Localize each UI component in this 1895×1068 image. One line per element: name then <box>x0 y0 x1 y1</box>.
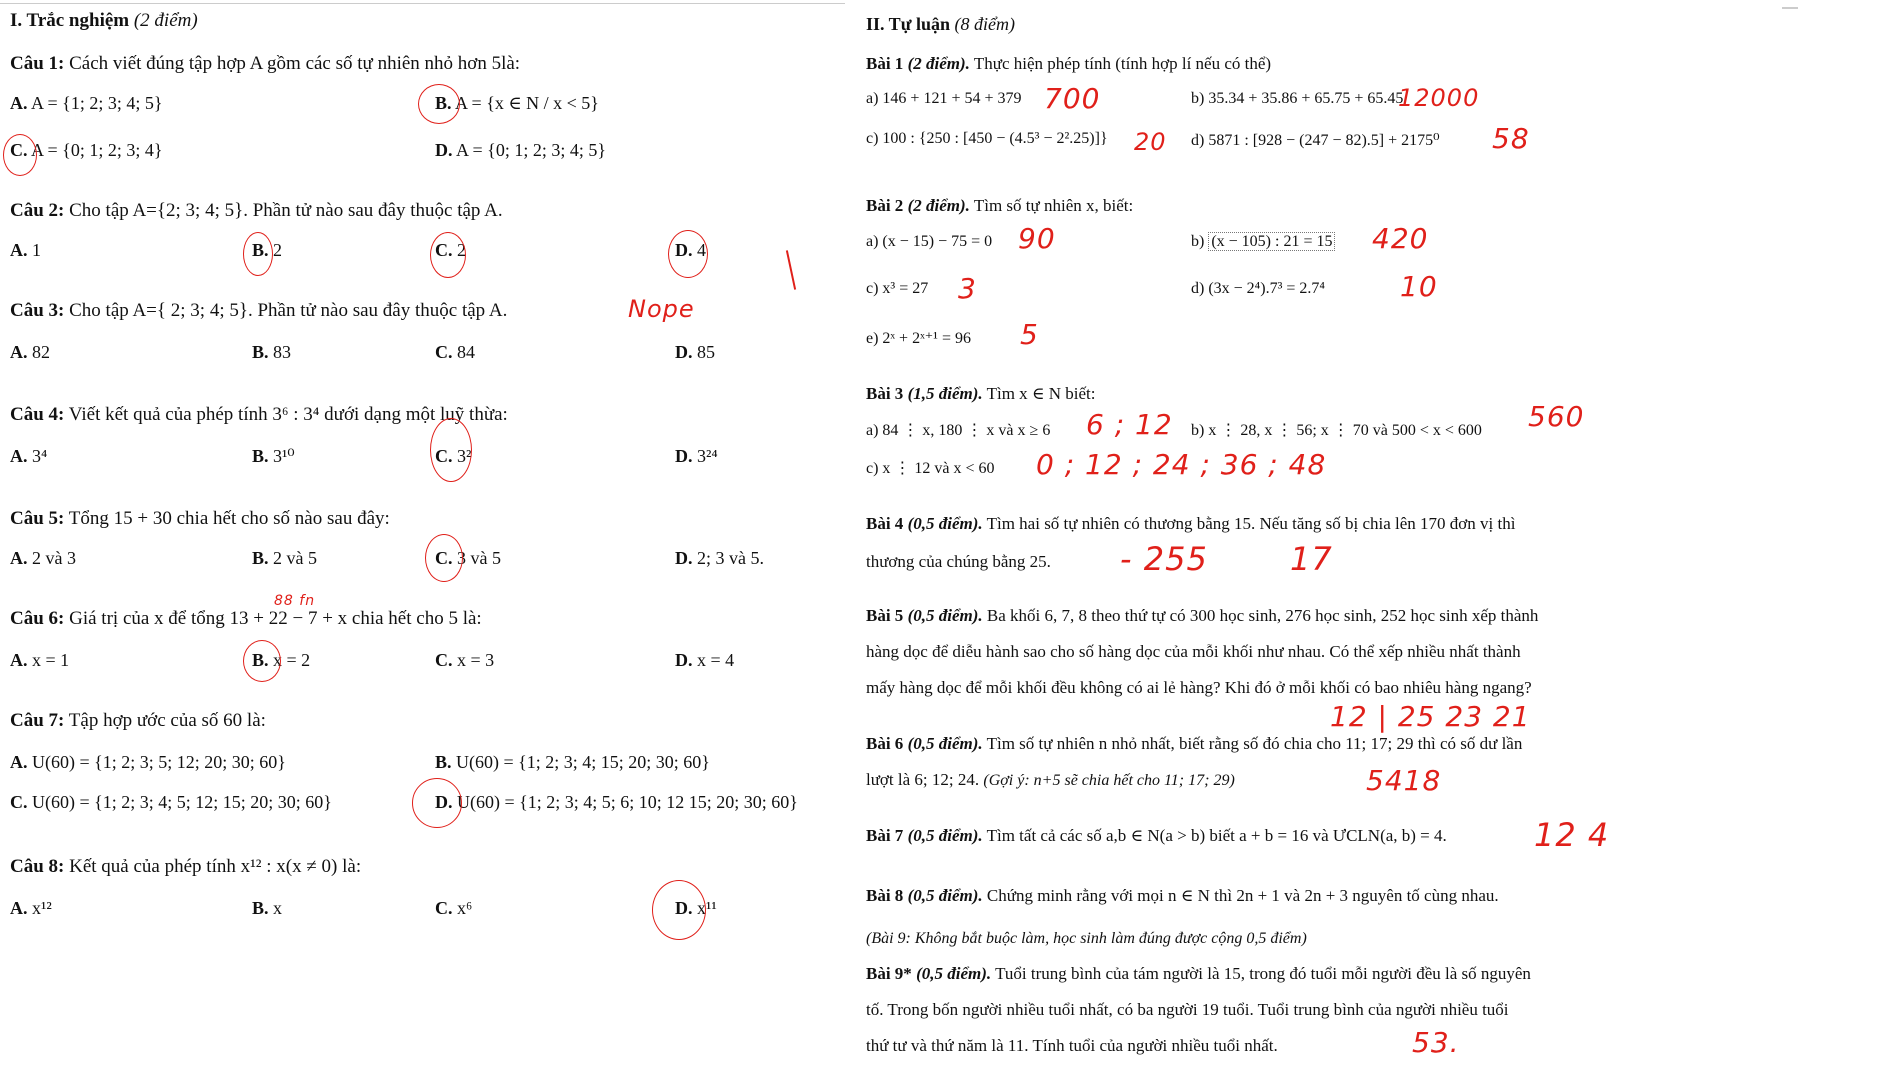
answer-circle-q4c <box>430 418 472 482</box>
q2-option-b[interactable]: B. 2 <box>252 240 283 260</box>
q7-option-b[interactable]: B. U(60) = {1; 2; 3; 4; 15; 20; 30; 60} <box>435 752 710 772</box>
hw-b4a: - 255 <box>1120 540 1208 578</box>
q3-option-a[interactable]: A. 82 <box>10 342 50 362</box>
bai5-line3: mấy hàng dọc để mỗi khối đều không có ai lẻ hàng? Khi đó ở mỗi khối có bao nhiêu hàng ngang? <box>866 678 1532 697</box>
answer-circle-q2c <box>430 232 466 278</box>
bai3-title: Bài 3 (1,5 điểm). Tìm x ∈ N biết: <box>866 384 1096 403</box>
hw-b1b: 12000 <box>1398 84 1480 112</box>
bai3-c: c) x ⋮ 12 và x < 60 <box>866 460 995 477</box>
question-6: Câu 6: Giá trị của x để tổng 13 + 22 − 7 + x chia hết cho 5 là: <box>10 608 482 629</box>
hw-b4b: 17 <box>1290 540 1333 578</box>
hw-b7: 12 4 <box>1534 816 1610 854</box>
hw-b3a: 6 ; 12 <box>1086 408 1173 441</box>
q5-option-c[interactable]: C. 3 và 5 <box>435 548 501 568</box>
q8-option-c[interactable]: C. x⁶ <box>435 898 473 918</box>
q7-option-a[interactable]: A. U(60) = {1; 2; 3; 5; 12; 20; 30; 60} <box>10 752 286 772</box>
q7-option-c[interactable]: C. U(60) = {1; 2; 3; 4; 5; 12; 15; 20; 30; 60} <box>10 792 332 812</box>
question-7: Câu 7: Tập hợp ước của số 60 là: <box>10 710 266 731</box>
q2-option-a[interactable]: A. 1 <box>10 240 41 260</box>
hw-b3b: 560 <box>1528 400 1585 433</box>
hw-b2c: 3 <box>958 272 977 305</box>
question-8: Câu 8: Kết quả của phép tính x¹² : x(x ≠ 0) là: <box>10 856 362 877</box>
hw-b6: 5418 <box>1366 764 1442 797</box>
q5-option-d[interactable]: D. 2; 3 và 5. <box>675 548 764 568</box>
hw-b1c: 20 <box>1134 128 1167 156</box>
bai8: Bài 8 (0,5 điểm). Chứng minh rằng với mọi n ∈ N thì 2n + 1 và 2n + 3 nguyên tố cùng nhau. <box>866 886 1499 905</box>
bai2-d: d) (3x − 2⁴).7³ = 2.7⁴ <box>1191 280 1325 297</box>
bai9-line2: tố. Trong bốn người nhiều tuổi nhất, có ba người 19 tuổi. Tuổi trung bình của người nhiều tuổi <box>866 1000 1509 1019</box>
bai2-e: e) 2ˣ + 2ˣ⁺¹ = 96 <box>866 330 971 347</box>
answer-circle-q2b <box>243 232 273 276</box>
q1-option-c[interactable]: C. A = {0; 1; 2; 3; 4} <box>10 140 163 160</box>
q4-option-d[interactable]: D. 3²⁴ <box>675 446 718 466</box>
q4-option-c[interactable]: C. 3² <box>435 446 472 466</box>
bai6-line1: Bài 6 (0,5 điểm). Tìm số tự nhiên n nhỏ nhất, biết rằng số đó chia cho 11; 17; 29 thì có số dư lần <box>866 734 1523 753</box>
hw-b5: 12 | 25 23 21 <box>1330 700 1531 733</box>
section-title-mc: I. Trắc nghiệm (2 điểm) <box>10 10 198 31</box>
bai9-note: (Bài 9: Không bắt buộc làm, học sinh làm đúng được cộng 0,5 điểm) <box>866 930 1307 947</box>
answer-circle-q1c <box>3 134 37 176</box>
q3-option-c[interactable]: C. 84 <box>435 342 475 362</box>
bai4-line2: thương của chúng bằng 25. <box>866 552 1051 571</box>
bai2-b: b) (x − 105) : 21 = 15 <box>1191 233 1335 251</box>
bai6-line2: lượt là 6; 12; 24. (Gợi ý: n+5 sẽ chia hết cho 11; 17; 29) <box>866 770 1235 789</box>
bai1-b: b) 35.34 + 35.86 + 65.75 + 65.45 <box>1191 90 1404 107</box>
bai9-line3: thứ tư và thứ năm là 11. Tính tuổi của người nhiều tuổi nhất. <box>866 1036 1278 1055</box>
hw-b1a: 700 <box>1044 82 1101 115</box>
bai2-title: Bài 2 (2 điểm). Tìm số tự nhiên x, biết: <box>866 196 1134 215</box>
answer-circle-q8d <box>652 880 706 940</box>
hw-b2d: 10 <box>1400 270 1438 303</box>
bai2-a: a) (x − 15) − 75 = 0 <box>866 233 993 250</box>
hw-b3c: 0 ; 12 ; 24 ; 36 ; 48 <box>1036 448 1327 481</box>
answer-circle-q2d <box>668 230 708 278</box>
section-title-essay: II. Tự luận (8 điểm) <box>866 14 1015 34</box>
answer-circle-q5c <box>425 534 463 582</box>
q4-option-a[interactable]: A. 3⁴ <box>10 446 48 466</box>
bai5-line2: hàng dọc để diễu hành sao cho số hàng dọc của mỗi khối như nhau. Có thể xếp nhiều nhất thành <box>866 642 1521 661</box>
bai3-a: a) 84 ⋮ x, 180 ⋮ x và x ≥ 6 <box>866 422 1051 439</box>
hw-b1d: 58 <box>1492 122 1530 155</box>
q8-option-d[interactable]: D. x¹¹ <box>675 898 717 918</box>
hw-b2e: 5 <box>1020 318 1039 351</box>
bai1-a: a) 146 + 121 + 54 + 379 <box>866 90 1022 107</box>
q5-option-b[interactable]: B. 2 và 5 <box>252 548 318 568</box>
top-divider <box>0 3 845 4</box>
q4-option-b[interactable]: B. 3¹⁰ <box>252 446 295 466</box>
q2-option-d[interactable]: D. 4 <box>675 240 706 260</box>
hw-b9: 53. <box>1412 1026 1460 1059</box>
bai1-c: c) 100 : {250 : [450 − (4.5³ − 2².25)]} <box>866 130 1108 147</box>
bai2-c: c) x³ = 27 <box>866 280 929 297</box>
question-2: Câu 2: Cho tập A={2; 3; 4; 5}. Phần tử nào sau đây thuộc tập A. <box>10 200 503 221</box>
hw-b2b: 420 <box>1372 222 1429 255</box>
corner-mark <box>1782 7 1798 9</box>
bai5-line1: Bài 5 (0,5 điểm). Ba khối 6, 7, 8 theo thứ tự có 300 học sinh, 276 học sinh, 252 học sinh xếp thành <box>866 606 1539 625</box>
q8-option-b[interactable]: B. x <box>252 898 283 918</box>
bai9-line1: Bài 9* (0,5 điểm). Tuổi trung bình của tám người là 15, trong đó tuổi mỗi người đều là số nguyên <box>866 964 1531 983</box>
question-3: Câu 3: Cho tập A={ 2; 3; 4; 5}. Phần tử nào sau đây thuộc tập A. <box>10 300 508 321</box>
q5-option-a[interactable]: A. 2 và 3 <box>10 548 76 568</box>
answer-circle-q1b <box>418 84 460 124</box>
bai7: Bài 7 (0,5 điểm). Tìm tất cả các số a,b ∈ N(a > b) biết a + b = 16 và ƯCLN(a, b) = 4. <box>866 826 1447 845</box>
bai1-d: d) 5871 : [928 − (247 − 82).5] + 2175⁰ <box>1191 132 1440 149</box>
q6-option-b[interactable]: B. x = 2 <box>252 650 311 670</box>
note-q6: 88 fn <box>274 593 316 609</box>
answer-circle-q6b <box>243 640 281 682</box>
q3-option-d[interactable]: D. 85 <box>675 342 715 362</box>
question-1: Câu 1: Cách viết đúng tập hợp A gồm các số tự nhiên nhỏ hơn 5là: <box>10 53 521 74</box>
q8-option-a[interactable]: A. x¹² <box>10 898 52 918</box>
hw-b2a: 90 <box>1018 222 1056 255</box>
question-4: Câu 4: Viết kết quả của phép tính 3⁶ : 3⁴ dưới dạng một luỹ thừa: <box>10 404 508 425</box>
answer-circle-q7d <box>412 778 462 828</box>
bai1-title: Bài 1 (2 điểm). Thực hiện phép tính (tính hợp lí nếu có thể) <box>866 54 1272 73</box>
q7-option-d[interactable]: D. U(60) = {1; 2; 3; 4; 5; 6; 10; 12 15; 20; 30; 60} <box>435 792 798 812</box>
bai4-line1: Bài 4 (0,5 điểm). Tìm hai số tự nhiên có thương bằng 15. Nếu tăng số bị chia lên 170 đơn vị thì <box>866 514 1516 533</box>
q1-option-d[interactable]: D. A = {0; 1; 2; 3; 4; 5} <box>435 140 606 160</box>
q1-option-a[interactable]: A. A = {1; 2; 3; 4; 5} <box>10 93 163 113</box>
q6-option-c[interactable]: C. x = 3 <box>435 650 495 670</box>
bai3-b: b) x ⋮ 28, x ⋮ 56; x ⋮ 70 và 500 < x < 600 <box>1191 422 1482 439</box>
q2-option-c[interactable]: C. 2 <box>435 240 466 260</box>
question-5: Câu 5: Tổng 15 + 30 chia hết cho số nào sau đây: <box>10 508 390 529</box>
pen-stroke <box>786 250 796 290</box>
q6-option-d[interactable]: D. x = 4 <box>675 650 735 670</box>
note-q3: Nope <box>628 295 695 323</box>
q6-option-a[interactable]: A. x = 1 <box>10 650 70 670</box>
q3-option-b[interactable]: B. 83 <box>252 342 292 362</box>
q1-option-b[interactable]: B. A = {x ∈ N / x < 5} <box>435 93 599 113</box>
